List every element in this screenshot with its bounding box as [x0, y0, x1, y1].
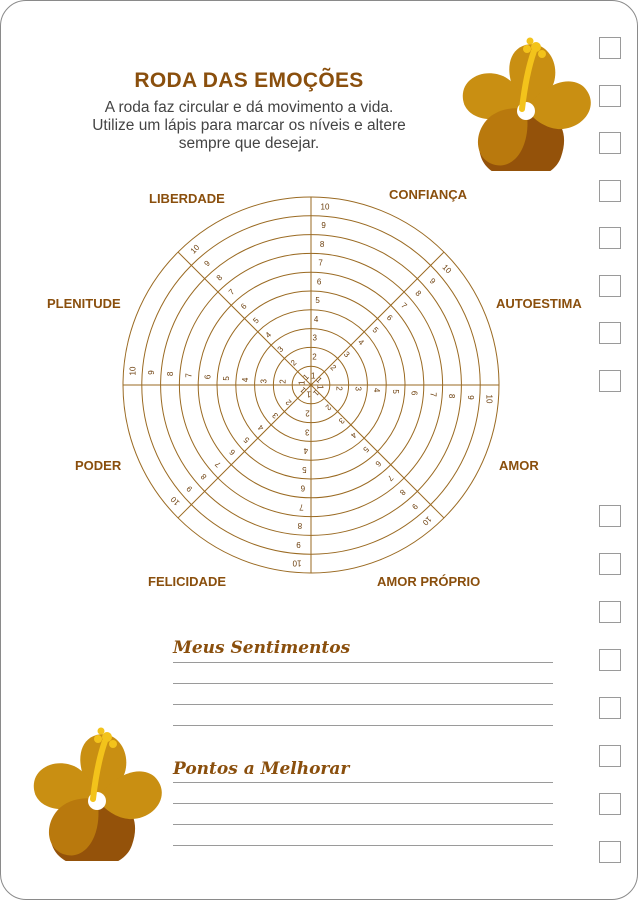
wheel-level-number: 3 [312, 333, 317, 343]
wheel-level-number: 8 [199, 471, 209, 482]
checkbox-icon[interactable] [599, 322, 621, 344]
checkbox-icon[interactable] [599, 745, 621, 767]
wheel-level-number: 1 [301, 372, 311, 382]
wheel-level-number: 5 [251, 315, 261, 326]
wheel-level-number: 5 [390, 389, 400, 394]
wheel-level-number: 10 [188, 242, 202, 256]
wheel-level-number: 3 [259, 379, 269, 384]
wheel-level-number: 10 [128, 366, 138, 376]
wheel-level-number: 5 [370, 325, 381, 335]
writing-line[interactable] [173, 824, 553, 825]
writing-line[interactable] [173, 803, 553, 804]
wheel-level-number: 3 [305, 427, 310, 437]
wheel-level-number: 10 [168, 494, 182, 508]
wheel-level-number: 10 [420, 514, 434, 528]
wheel-level-number: 7 [226, 287, 237, 297]
wheel-level-number: 1 [297, 380, 307, 386]
wheel-level-number: 4 [313, 314, 319, 324]
wheel-level-number: 2 [288, 357, 299, 368]
checkbox-icon[interactable] [599, 85, 621, 107]
wheel-level-number: 9 [465, 395, 475, 400]
checkbox-icon[interactable] [599, 793, 621, 815]
wheel-level-number: 3 [275, 344, 286, 355]
checkbox-icon[interactable] [599, 370, 621, 392]
wheel-level-number: 4 [263, 330, 274, 340]
wheel-level-number: 1 [311, 388, 321, 398]
writing-line[interactable] [173, 782, 553, 783]
wheel-level-number: 7 [428, 392, 438, 397]
label-felicidade: FELICIDADE [148, 574, 226, 589]
checkbox-icon[interactable] [599, 697, 621, 719]
wheel-level-number: 10 [320, 202, 330, 212]
wheel-level-number: 10 [440, 262, 454, 276]
checkbox-icon[interactable] [599, 180, 621, 202]
hibiscus-flower-icon [31, 717, 167, 861]
checkbox-icon[interactable] [599, 275, 621, 297]
writing-line[interactable] [173, 662, 553, 663]
subtitle-line: A roda faz circular e dá movimento a vida. [104, 99, 394, 116]
wheel-level-number: 1 [314, 375, 324, 385]
wheel-level-number: 7 [299, 502, 304, 512]
checkbox-icon[interactable] [599, 841, 621, 863]
label-amor: AMOR [499, 458, 539, 473]
wheel-level-number: 9 [427, 276, 438, 286]
wheel-spoke [311, 385, 444, 518]
wheel-level-number: 6 [316, 277, 322, 287]
checkbox-icon[interactable] [599, 37, 621, 59]
wheel-level-number: 3 [341, 349, 352, 360]
wheel-level-number: 7 [213, 459, 223, 470]
subtitle-line: sempre que desejar. [178, 135, 320, 152]
wheel-level-number: 8 [297, 521, 303, 531]
wheel-level-number: 9 [184, 484, 195, 494]
wheel-level-number: 4 [372, 387, 382, 393]
wheel-level-number: 6 [384, 313, 395, 323]
wheel-level-number: 3 [336, 415, 347, 426]
wheel-level-number: 8 [397, 487, 408, 497]
wheel-level-number: 4 [348, 430, 359, 440]
wheel-level-number: 10 [292, 558, 302, 568]
checkbox-icon[interactable] [599, 227, 621, 249]
wheel-level-number: 10 [484, 394, 494, 404]
wheel-level-number: 1 [315, 384, 325, 390]
wheel-level-number: 2 [323, 402, 334, 413]
wheel-level-number: 5 [241, 435, 252, 445]
wheel-level-number: 8 [413, 288, 423, 299]
wheel-level-number: 9 [410, 501, 420, 512]
wheel-level-number: 8 [319, 239, 325, 249]
wheel-level-number: 5 [315, 296, 320, 306]
wheel-level-number: 2 [328, 362, 339, 373]
wheel-level-number: 4 [240, 377, 250, 383]
wheel-level-number: 6 [300, 483, 306, 493]
checkbox-icon[interactable] [599, 649, 621, 671]
wheel-level-number: 6 [203, 374, 213, 380]
wheel-level-number: 2 [305, 408, 310, 418]
wheel-level-number: 5 [361, 444, 371, 455]
wheel-level-number: 6 [409, 390, 419, 396]
wheel-spoke [311, 252, 444, 385]
label-plenitude: PLENITUDE [47, 296, 121, 311]
wheel-level-number: 2 [283, 397, 294, 408]
wheel-level-number: 2 [334, 386, 344, 391]
wheel-level-number: 4 [356, 337, 366, 348]
wheel-level-number: 7 [399, 300, 409, 311]
checkbox-icon[interactable] [599, 601, 621, 623]
wheel-level-number: 3 [270, 410, 281, 421]
checkbox-icon[interactable] [599, 505, 621, 527]
label-autoestima: AUTOESTIMA [496, 296, 582, 311]
page-title: RODA DAS EMOÇÕES [134, 69, 364, 92]
wheel-level-number: 9 [321, 221, 326, 231]
wheel-spoke [178, 252, 311, 385]
section-title-pontos-a-melhorar: Pontos a Melhorar [173, 759, 350, 779]
wheel-level-number: 1 [306, 389, 312, 399]
wheel-level-number: 2 [278, 379, 288, 384]
label-poder: PODER [75, 458, 122, 473]
wheel-spoke [178, 385, 311, 518]
wheel-level-number: 1 [298, 385, 308, 395]
wheel-level-number: 6 [239, 301, 249, 312]
checkbox-icon[interactable] [599, 553, 621, 575]
label-liberdade: LIBERDADE [149, 191, 225, 206]
writing-line[interactable] [173, 725, 553, 726]
wheel-level-number: 1 [310, 371, 316, 381]
wheel-level-number: 7 [184, 373, 194, 378]
checkbox-icon[interactable] [599, 132, 621, 154]
wheel-level-number: 6 [227, 447, 238, 457]
writing-line[interactable] [173, 845, 553, 846]
wheel-level-number: 7 [385, 473, 396, 483]
wheel-level-number: 9 [147, 370, 157, 375]
wheel-level-number: 3 [353, 386, 363, 391]
label-confianca: CONFIANÇA [389, 187, 467, 202]
writing-line[interactable] [173, 704, 553, 705]
subtitle-line: Utilize um lápis para marcar os níveis e altere [92, 117, 406, 134]
wheel-level-number: 9 [296, 539, 301, 549]
wheel-level-number: 4 [303, 446, 309, 456]
section-title-meus-sentimentos: Meus Sentimentos [173, 638, 351, 658]
wheel-level-number: 5 [222, 376, 232, 381]
label-amor-proprio: AMOR PRÓPRIO [377, 574, 481, 589]
wheel-level-number: 2 [312, 352, 317, 362]
wheel-level-number: 5 [302, 464, 307, 474]
writing-line[interactable] [173, 683, 553, 684]
wheel-level-number: 8 [165, 371, 175, 377]
wheel-level-number: 9 [202, 258, 212, 269]
wheel-level-number: 4 [256, 422, 266, 433]
wheel-level-number: 6 [373, 458, 383, 469]
wheel-level-number: 8 [447, 393, 457, 399]
wheel-level-number: 8 [214, 273, 225, 283]
wheel-level-number: 7 [318, 258, 323, 268]
